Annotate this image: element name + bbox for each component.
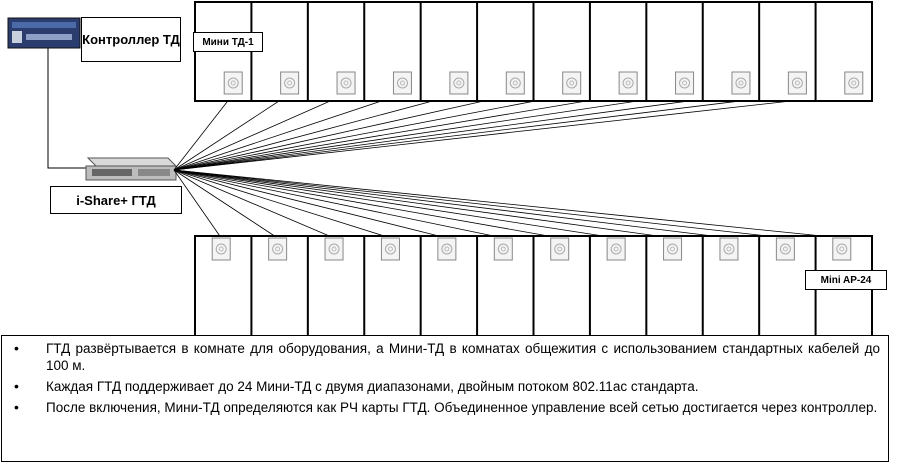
controller-device-icon: [8, 18, 80, 48]
mini-ap-icon: [551, 238, 569, 260]
ap-cable: [174, 170, 842, 238]
ishare-device-icon: [86, 158, 176, 180]
mini-ap-icon: [788, 72, 806, 94]
mini-ap-icon: [563, 72, 581, 94]
notes-list: [12, 340, 880, 416]
mini-ap-icon: [833, 238, 851, 260]
ap-cable: [174, 94, 459, 170]
mini-ap-icon: [845, 72, 863, 94]
ap-cable: [174, 94, 402, 170]
mini-ap-icon: [776, 238, 794, 260]
mini-ap-icon: [212, 238, 230, 260]
mini-ap-icon: [506, 72, 524, 94]
mini-ap-icon: [393, 72, 411, 94]
mini-ap-icon: [607, 238, 625, 260]
mini-ap-24-label: Mini AP-24: [805, 270, 887, 290]
ap-cable: [174, 170, 390, 238]
controller-uplink-cable: [48, 47, 86, 168]
mini-ap-icon: [450, 72, 468, 94]
mini-ap-icon: [676, 72, 694, 94]
ap-cable: [174, 94, 685, 170]
note-item: • После включения, Мини-ТД определяются как РЧ карты ГТД. Объединенное управление всей сетью достигается через контроллер.: [12, 399, 880, 416]
ishare-label: i-Share+ ГТД: [50, 186, 182, 214]
ap-cable: [174, 170, 616, 238]
ap-cable: [174, 170, 673, 238]
top-room-row: [195, 2, 872, 101]
controller-label: Контроллер ТД: [81, 17, 181, 62]
ap-cable: [174, 94, 515, 170]
mini-ap-icon: [281, 72, 299, 94]
ap-cable: [174, 170, 560, 238]
mini-ap-icon: [381, 238, 399, 260]
mini-ap-icon: [720, 238, 738, 260]
ap-cable: [174, 170, 729, 238]
mini-ap-icon: [494, 238, 512, 260]
mini-ap-icon: [438, 238, 456, 260]
mini-ap-icon: [664, 238, 682, 260]
notes-panel: [1, 335, 889, 462]
bottom-room-row: [195, 236, 872, 338]
ap-cable: [174, 94, 628, 170]
mini-ap-1-label: Мини ТД-1: [193, 32, 263, 52]
mini-ap-icon: [337, 72, 355, 94]
ap-cable: [174, 94, 797, 170]
ap-cable: [174, 170, 278, 238]
cable-fan: [174, 94, 854, 238]
ap-cable: [174, 170, 785, 238]
mini-ap-icon: [269, 238, 287, 260]
mini-ap-icon: [224, 72, 242, 94]
note-item: • ГТД развёртывается в комнате для оборудования, а Мини-ТД в комнатах общежития с использованием стандартных кабелей до 100 м.: [12, 340, 880, 374]
mini-ap-icon: [325, 238, 343, 260]
mini-ap-icon: [619, 72, 637, 94]
note-item: • Каждая ГТД поддерживает до 24 Мини-ТД с двумя диапазонами, двойным потоком 802.11ac стандарта.: [12, 378, 880, 395]
mini-ap-icon: [732, 72, 750, 94]
